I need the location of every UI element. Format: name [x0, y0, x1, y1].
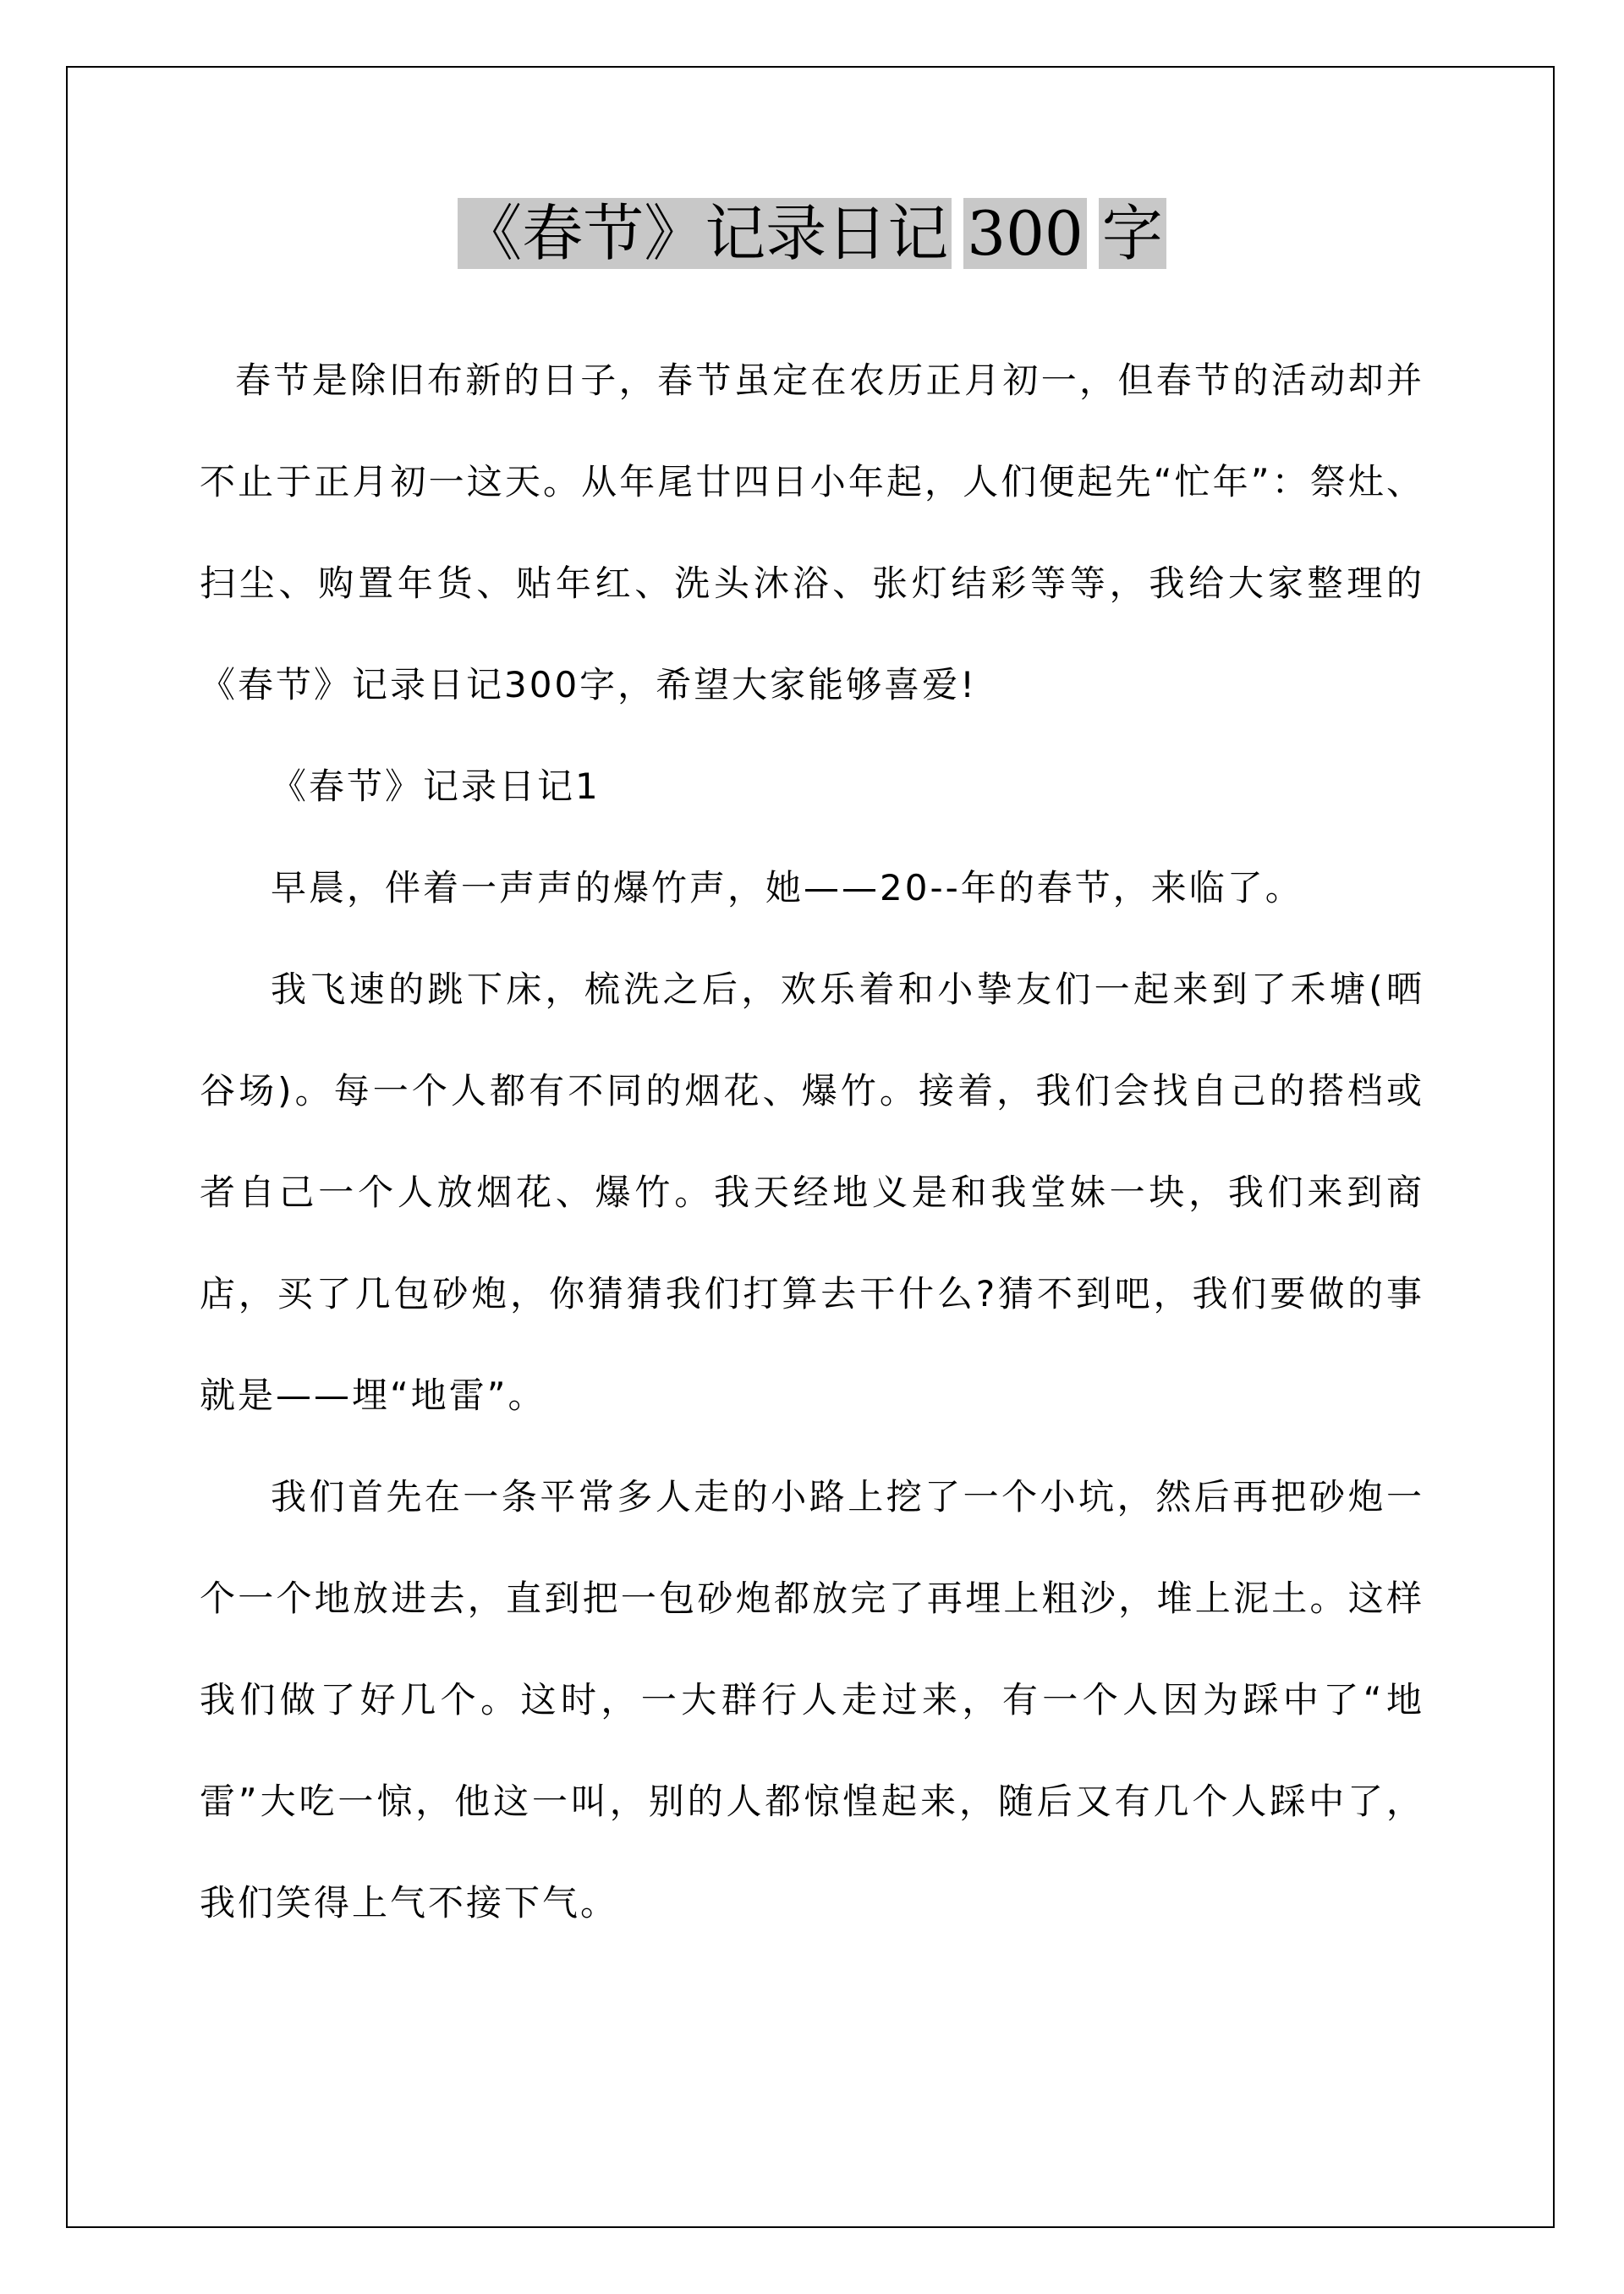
title-text: 《春节》记录日记 — [458, 198, 952, 269]
section-heading: 《春节》记录日记1 — [271, 766, 601, 807]
title-suffix: 字 — [1099, 198, 1166, 269]
intro-paragraph: 春节是除旧布新的日子，春节虽定在农历正月初一，但春节的活动却并不止于正月初一这天。从年尾廿四日小年起，人们便起先“忙年”：祭灶、扫尘、购置年货、贴年红、洗头沐浴、张灯结彩等等，我给大家整理的《春节》记录日记300字，希望大家能够喜爱! — [200, 359, 1424, 705]
title-container — [0, 193, 1624, 274]
paragraph: 我飞速的跳下床，梳洗之后，欢乐着和小挚友们一起来到了禾塘(晒谷场)。每一个人都有不同的烟花、爆竹。接着，我们会找自己的搭档或者自己一个人放烟花、爆竹。我天经地义是和我堂妹一块，我们来到商店，买了几包砂炮，你猜猜我们打算去干什么?猜不到吧，我们要做的事就是——埋“地雷”。 — [200, 969, 1424, 1416]
title-number: 300 — [963, 198, 1086, 269]
document-body — [200, 330, 1424, 1954]
paragraph: 我们首先在一条平常多人走的小路上挖了一个小坑，然后再把砂炮一个一个地放进去，直到把一包砂炮都放完了再埋上粗沙，堆上泥土。这样我们做了好几个。这时，一大群行人走过来，有一个人因为踩中了“地雷”大吃一惊，他这一叫，别的人都惊惶起来，随后又有几个人踩中了，我们笑得上气不接下气。 — [200, 1476, 1424, 1924]
document-title — [458, 193, 1166, 274]
paragraph: 早晨，伴着一声声的爆竹声，她——20--年的春节，来临了。 — [271, 867, 1303, 908]
